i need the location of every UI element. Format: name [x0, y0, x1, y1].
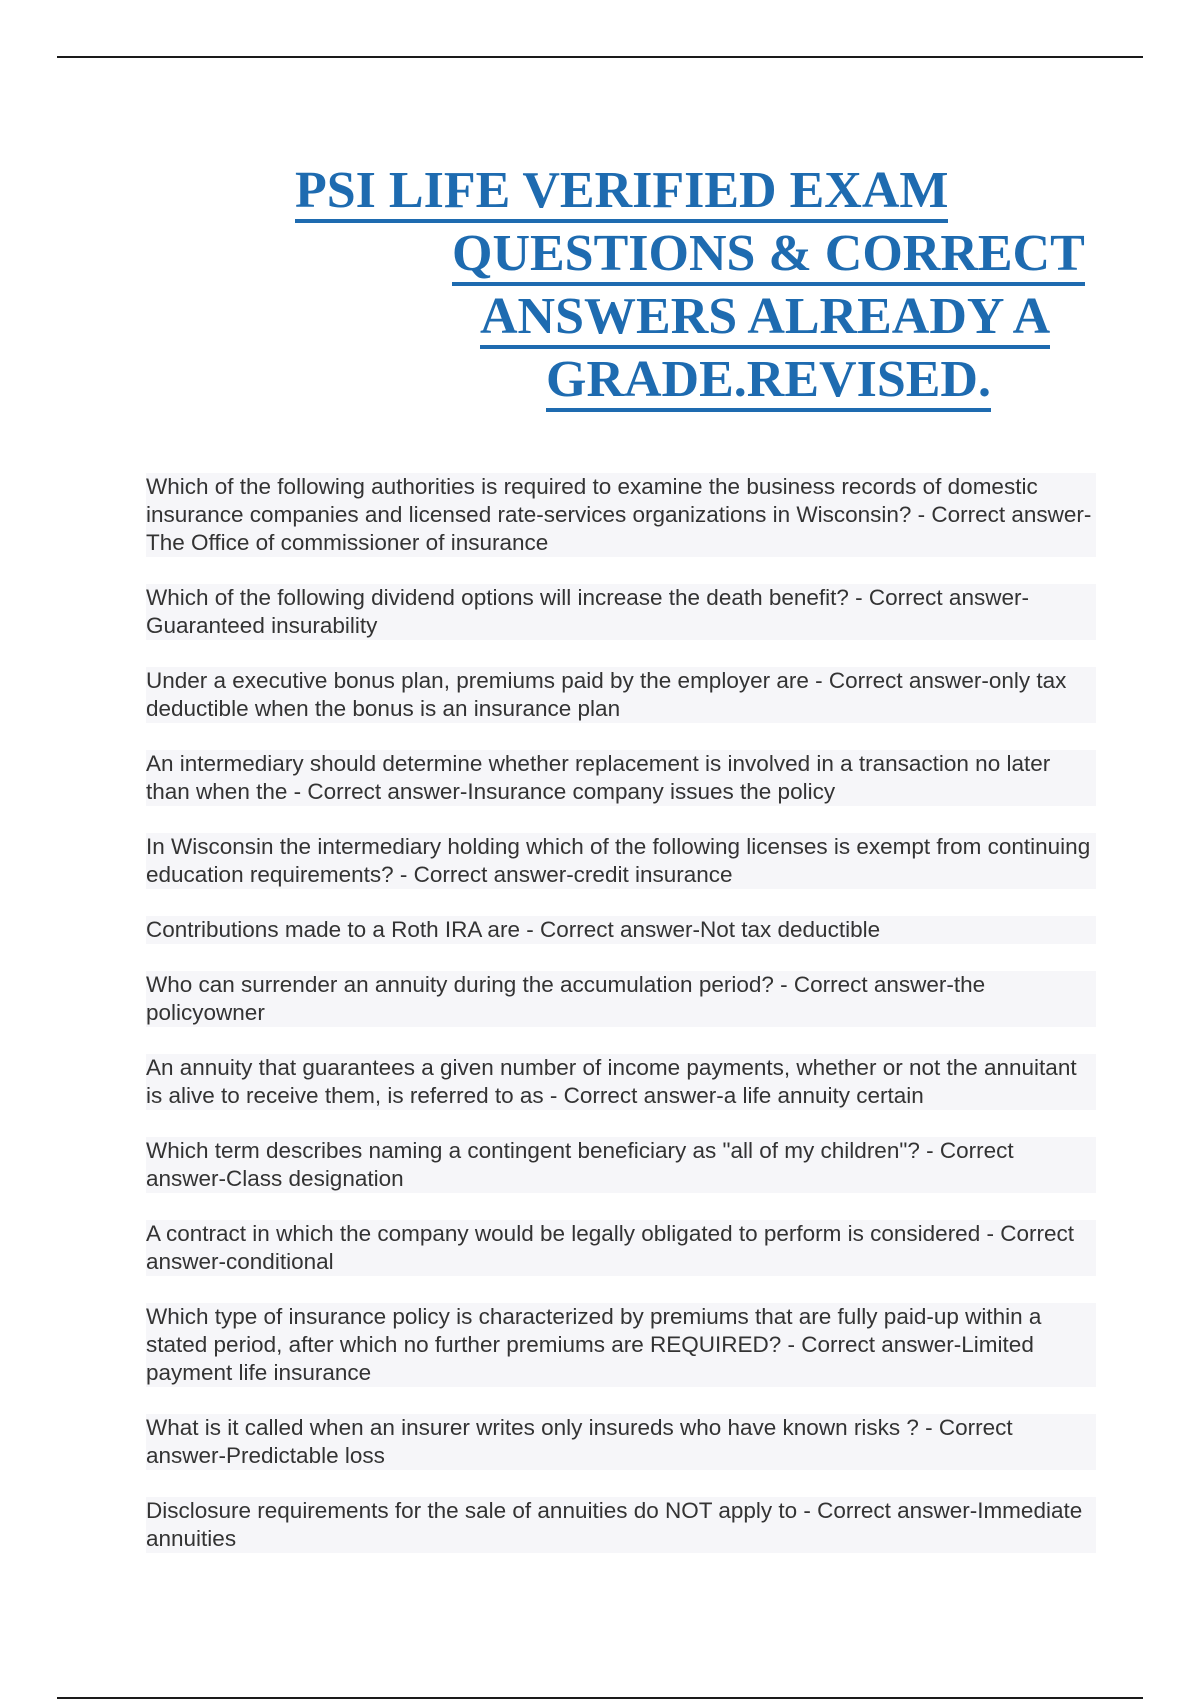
qa-item: An intermediary should determine whether replacement is involved in a transaction no later than when the - Correct answer-Insurance company issues the policy: [146, 750, 1096, 806]
qa-item: Which of the following dividend options will increase the death benefit? - Correct answer-Guaranteed insurability: [146, 584, 1096, 640]
title-line: QUESTIONS & CORRECT: [250, 223, 1130, 286]
qa-item: Disclosure requirements for the sale of annuities do NOT apply to - Correct answer-Immediate annuities: [146, 1497, 1096, 1553]
qa-item: Who can surrender an annuity during the accumulation period? - Correct answer-the policyowner: [146, 971, 1096, 1027]
bottom-divider: [57, 1697, 1143, 1699]
qa-item: Contributions made to a Roth IRA are - Correct answer-Not tax deductible: [146, 916, 1096, 944]
qa-item: Which term describes naming a contingent beneficiary as "all of my children"? - Correct answer-Class designation: [146, 1137, 1096, 1193]
qa-item: In Wisconsin the intermediary holding which of the following licenses is exempt from continuing education requirements? - Correct answer-credit insurance: [146, 833, 1096, 889]
qa-item: A contract in which the company would be legally obligated to perform is considered - Correct answer-conditional: [146, 1220, 1096, 1276]
title-line: GRADE.REVISED.: [250, 349, 1130, 412]
document-title: [250, 160, 1130, 412]
qa-item: An annuity that guarantees a given number of income payments, whether or not the annuitant is alive to receive them, is referred to as - Correct answer-a life annuity certain: [146, 1054, 1096, 1110]
qa-item: Which type of insurance policy is characterized by premiums that are fully paid-up within a stated period, after which no further premiums are REQUIRED? - Correct answer-Limited payment life insurance: [146, 1303, 1096, 1387]
qa-list: [146, 473, 1096, 1580]
qa-item: Under a executive bonus plan, premiums paid by the employer are - Correct answer-only tax deductible when the bonus is an insurance plan: [146, 667, 1096, 723]
qa-item: What is it called when an insurer writes only insureds who have known risks ? - Correct answer-Predictable loss: [146, 1414, 1096, 1470]
title-line: PSI LIFE VERIFIED EXAM: [250, 160, 1130, 223]
title-line: ANSWERS ALREADY A: [250, 286, 1130, 349]
qa-item: Which of the following authorities is required to examine the business records of domestic insurance companies and licensed rate-services organizations in Wisconsin? - Correct answer-The Office of commissioner of insurance: [146, 473, 1096, 557]
top-divider: [57, 56, 1143, 58]
